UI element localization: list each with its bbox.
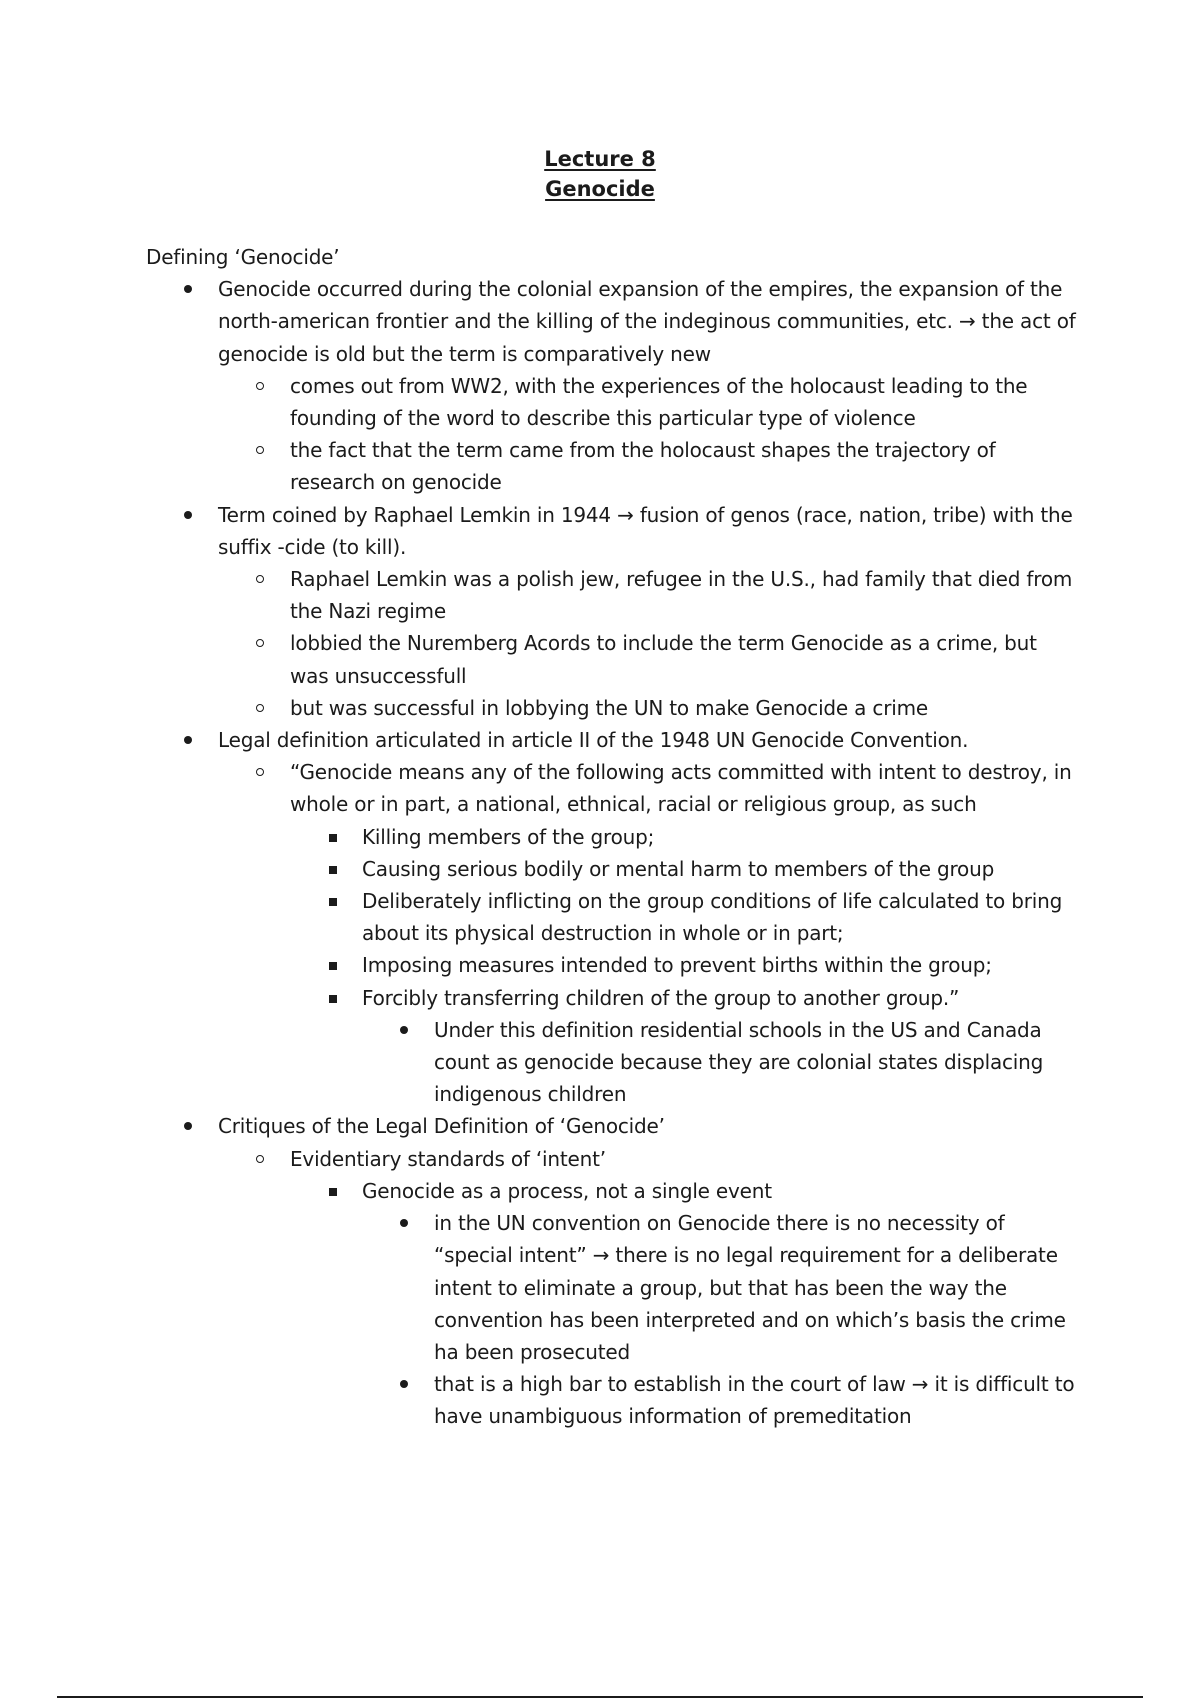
- list-item-text: but was successful in lobbying the UN to make Genocide a crime: [290, 695, 928, 720]
- list-item: [290, 853, 1076, 885]
- bullet-circle-icon: [256, 1155, 264, 1163]
- bullet-square-icon: [329, 1188, 337, 1196]
- bullet-circle-icon: [256, 446, 264, 454]
- list-item: [290, 949, 1076, 981]
- list-item: [218, 756, 1076, 1110]
- list-item-text: Term coined by Raphael Lemkin in 1944 → fusion of genos (race, nation, tribe) with the suffix -cide (to kill).: [218, 502, 1073, 559]
- bullet-square-icon: [329, 898, 337, 906]
- list-item: [218, 627, 1076, 691]
- list-item-text: Deliberately inflicting on the group conditions of life calculated to bring about its physical destruction in whole or in part;: [362, 889, 1063, 946]
- bullet-square-icon: [329, 866, 337, 874]
- list-item-text: lobbied the Nuremberg Acords to include the term Genocide as a crime, but was unsuccessfull: [290, 631, 1037, 688]
- title-block: [0, 144, 1200, 204]
- list-item: [146, 1110, 1076, 1432]
- bullet-circle-icon: [256, 382, 264, 390]
- list-item-text: Evidentiary standards of ‘intent’: [290, 1146, 606, 1171]
- list-item-text: in the UN convention on Genocide there is no necessity of “special intent” → there is no legal requirement for a deliberate intent to eliminate a group, but that has been the way the convention has been interpreted and on which’s basis the crime ha been prosecuted: [434, 1211, 1066, 1364]
- list-item: [218, 434, 1076, 498]
- list-item-text: the fact that the term came from the holocaust shapes the trajectory of research on genocide: [290, 438, 996, 495]
- bullet-square-icon: [329, 834, 337, 842]
- bullet-square-icon: [329, 962, 337, 970]
- list-item-text: Forcibly transferring children of the group to another group.”: [362, 985, 960, 1010]
- list-item: [362, 1368, 1076, 1432]
- list-item: [362, 1207, 1076, 1368]
- bullet-list: [146, 273, 1076, 1432]
- list-item: [218, 1143, 1076, 1433]
- bullet-disc-icon: [400, 1380, 408, 1388]
- notes-body: [146, 241, 1076, 1433]
- list-item: [218, 370, 1076, 434]
- list-item-text: Killing members of the group;: [362, 824, 655, 849]
- bullet-disc-icon: [400, 1026, 408, 1034]
- list-item-text: Imposing measures intended to prevent births within the group;: [362, 953, 992, 978]
- list-item-text: Genocide as a process, not a single event: [362, 1178, 772, 1203]
- sub-list: [290, 821, 1076, 1111]
- bullet-circle-icon: [256, 768, 264, 776]
- list-item: [146, 499, 1076, 724]
- sub-list: [362, 1207, 1076, 1432]
- list-item-text: Critiques of the Legal Definition of ‘Genocide’: [218, 1114, 665, 1139]
- list-item-text: comes out from WW2, with the experiences of the holocaust leading to the founding of the word to describe this particular type of violence: [290, 373, 1028, 431]
- page-bottom-rule: [57, 1696, 1143, 1698]
- bullet-disc-icon: [400, 1219, 408, 1227]
- list-item-text: Legal definition articulated in article II of the 1948 UN Genocide Convention.: [218, 728, 969, 753]
- list-item: [146, 724, 1076, 1110]
- list-item-text: Raphael Lemkin was a polish jew, refugee in the U.S., had family that died from the Nazi regime: [290, 567, 1073, 624]
- bullet-disc-icon: [184, 511, 192, 519]
- bullet-disc-icon: [184, 1122, 192, 1130]
- list-item-text: that is a high bar to establish in the court of law → it is difficult to have unambiguous information of premeditation: [434, 1372, 1075, 1429]
- lecture-topic: Genocide: [545, 177, 655, 201]
- bullet-circle-icon: [256, 575, 264, 583]
- list-item: [290, 885, 1076, 949]
- list-item: [218, 692, 1076, 724]
- bullet-square-icon: [329, 995, 337, 1003]
- list-item-text: “Genocide means any of the following acts committed with intent to destroy, in whole or in part, a national, ethnical, racial or religious group, as such: [290, 760, 1072, 817]
- bullet-circle-icon: [256, 704, 264, 712]
- list-item: [290, 1175, 1076, 1433]
- list-item-text: Under this definition residential schools in the US and Canada count as genocide because they are colonial states displacing indigenous children: [434, 1017, 1044, 1107]
- list-item-text: Causing serious bodily or mental harm to members of the group: [362, 856, 995, 881]
- list-item: [218, 563, 1076, 627]
- sub-list: [218, 563, 1076, 724]
- bullet-disc-icon: [184, 736, 192, 744]
- bullet-circle-icon: [256, 639, 264, 647]
- list-item: [290, 821, 1076, 853]
- sub-list: [218, 370, 1076, 499]
- list-item: [362, 1014, 1076, 1111]
- bullet-disc-icon: [184, 285, 192, 293]
- list-item: [290, 982, 1076, 1111]
- list-item-text: Genocide occurred during the colonial expansion of the empires, the expansion of the north-american frontier and the killing of the indeginous communities, etc. → the act of genocide is old but the term is comparatively new: [218, 277, 1076, 366]
- sub-list: [362, 1014, 1076, 1111]
- sub-list: [218, 1143, 1076, 1433]
- section-heading: Defining ‘Genocide’: [146, 245, 340, 269]
- sub-list: [290, 1175, 1076, 1433]
- sub-list: [218, 756, 1076, 1110]
- list-item: [146, 273, 1076, 498]
- lecture-number: Lecture 8: [544, 147, 656, 171]
